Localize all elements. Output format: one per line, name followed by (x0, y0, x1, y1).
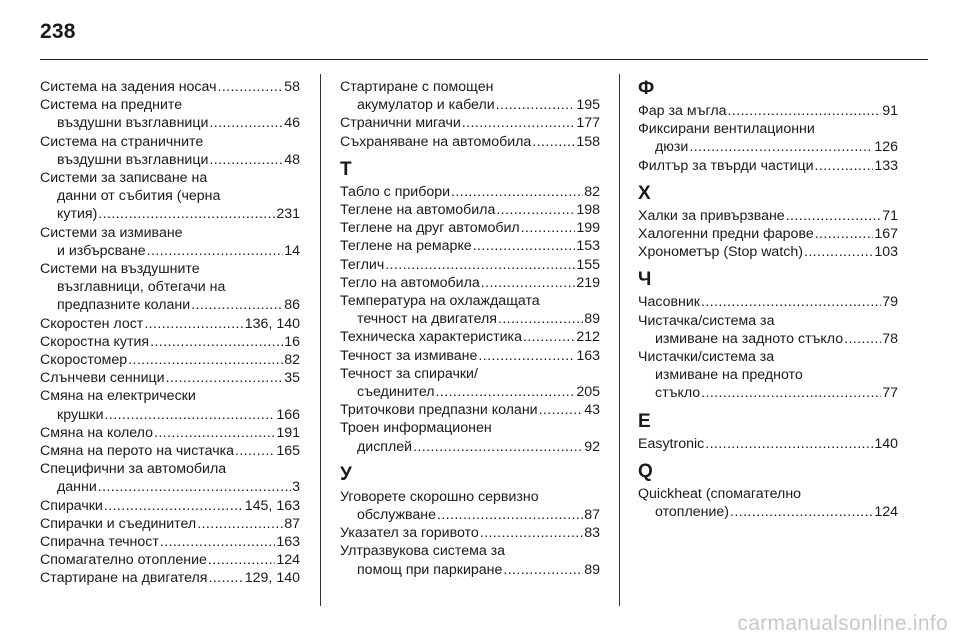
dot-leader (144, 315, 243, 333)
section-letter: У (340, 463, 352, 485)
index-term: стъкло (655, 385, 701, 402)
index-term: Фиксирани вентилационни (638, 121, 815, 138)
dot-leader (815, 225, 874, 243)
page-reference: 124 (874, 504, 898, 521)
index-entry-line (340, 365, 600, 383)
index-entry (40, 569, 300, 587)
index-entry-line (638, 485, 898, 503)
dot-leader (689, 138, 873, 156)
index-term: Скоростна кутия (40, 333, 150, 350)
index-entry-line (40, 278, 300, 296)
index-entry (40, 96, 300, 132)
index-term: Техническа характеристика (340, 329, 522, 346)
index-entry (340, 133, 600, 151)
index-entry-line (638, 435, 898, 453)
index-term: Течност за измиване (340, 347, 478, 364)
index-term: обслужване (357, 507, 436, 524)
dot-leader (503, 561, 583, 579)
index-term: Теглич (340, 256, 385, 273)
dot-leader (521, 219, 576, 237)
index-entry (40, 515, 300, 533)
index-term: измиване на задното стъкло (655, 330, 844, 347)
index-entry (40, 387, 300, 423)
index-term: Халогенни предни фарове (638, 226, 814, 243)
index-entry (40, 133, 300, 169)
index-entry (638, 120, 898, 156)
dot-leader (481, 274, 576, 292)
index-entry (340, 401, 600, 419)
header-rule (40, 59, 928, 60)
page-reference: 212 (576, 329, 600, 346)
index-term: Система на предните (40, 97, 183, 114)
page-reference: 82 (284, 352, 300, 369)
index-entry-line (340, 201, 600, 219)
index-entry (340, 488, 600, 524)
index-entry (340, 183, 600, 201)
dot-leader (413, 438, 583, 456)
index-entry (340, 114, 600, 132)
index-entry-line (340, 561, 600, 579)
index-entry (638, 435, 898, 453)
index-term: Теглене на друг автомобил (340, 220, 520, 237)
dot-leader (844, 330, 881, 348)
index-entry-line (40, 460, 300, 478)
index-entry-line (40, 205, 300, 223)
page-reference: 14 (284, 242, 300, 259)
index-entry-line (638, 348, 898, 366)
index-term: крушки (57, 406, 104, 423)
page-reference: 43 (584, 402, 600, 419)
index-term: Системи на въздушните (40, 261, 200, 278)
index-entry-line (340, 310, 600, 328)
index-term: акумулатор и кабели (357, 97, 495, 114)
index-entry-line (340, 274, 600, 292)
index-term: Троен информационен (340, 420, 492, 437)
index-entry-line (638, 330, 898, 348)
page-reference: 140 (874, 435, 898, 452)
page-reference: 199 (576, 220, 600, 237)
index-term: Спомагателно отопление (40, 552, 207, 569)
index-entry (40, 224, 300, 260)
index-entry-line (638, 312, 898, 330)
page-reference: 155 (576, 256, 600, 273)
index-term: Система на задения носач (40, 79, 217, 95)
index-term: Филтър за твърди частици (638, 157, 814, 174)
dot-leader (532, 133, 575, 151)
index-entry-line (340, 524, 600, 542)
dot-leader (815, 157, 874, 175)
index-entry-line (340, 292, 600, 310)
dot-leader (473, 237, 576, 255)
index-entry (40, 497, 300, 515)
index-entry-line (40, 406, 300, 424)
index-entry-line (340, 506, 600, 524)
index-term: Спирачки и съединител (40, 515, 197, 532)
index-entry (340, 328, 600, 346)
section-letter: Ч (638, 269, 652, 291)
index-entry-line (340, 256, 600, 274)
index-entry-line (340, 383, 600, 401)
index-entry (340, 78, 600, 114)
page-reference: 71 (882, 207, 898, 224)
page-reference: 198 (576, 202, 600, 219)
index-term: течност на двигателя (357, 311, 497, 328)
index-entry (340, 347, 600, 365)
section-letter: Ф (638, 78, 655, 99)
index-entry (40, 315, 300, 333)
page-reference: 177 (576, 115, 600, 132)
dot-leader (98, 478, 291, 496)
index-entry-line (40, 515, 300, 533)
index-term: Системи за записване на (40, 170, 208, 187)
page-reference: 133 (874, 157, 898, 174)
index-term: Съхраняване на автомобила (340, 133, 532, 150)
index-entry-line (638, 293, 898, 311)
index-term: предпазните колани (57, 297, 191, 314)
page-reference: 124 (276, 552, 300, 569)
dot-leader (209, 569, 244, 587)
index-entry (638, 293, 898, 311)
index-term: Стартиране с помощен (340, 79, 494, 95)
index-entry-line (40, 497, 300, 515)
dot-leader (436, 383, 576, 401)
index-entry (40, 551, 300, 569)
index-entry (638, 243, 898, 261)
index-term: Хронометър (Stop watch) (638, 244, 803, 261)
index-entry (340, 292, 600, 328)
dot-leader (701, 293, 881, 311)
index-entry-line (340, 78, 600, 96)
index-entry (40, 460, 300, 496)
index-term: Уговорете скорошно сервизно (340, 488, 539, 505)
index-term: Триточкови предпазни колани (340, 402, 538, 419)
index-term: Указател за горивото (340, 525, 479, 542)
index-term: Странични мигачи (340, 115, 461, 132)
index-entry-line (40, 551, 300, 569)
index-entry (340, 524, 600, 542)
index-entry (638, 312, 898, 348)
index-column-2 (340, 78, 600, 579)
page-reference: 87 (584, 507, 600, 524)
dot-leader (147, 242, 284, 260)
column-divider (320, 74, 321, 606)
page-reference: 35 (284, 370, 300, 387)
page-reference: 136, 140 (244, 315, 300, 332)
page-reference: 231 (276, 206, 300, 223)
index-entry (40, 424, 300, 442)
index-entry-line (340, 183, 600, 201)
index-term: Стартиране на двигателя (40, 570, 208, 587)
index-term: Часовник (638, 294, 700, 311)
index-entry-line (40, 387, 300, 405)
index-term: въздушни възглавници (57, 115, 209, 132)
dot-leader (478, 347, 575, 365)
index-entry-line (40, 315, 300, 333)
index-entry-line (40, 351, 300, 369)
section-letter: Х (638, 182, 651, 204)
index-entry (340, 219, 600, 237)
index-term: Ултразвукова система за (340, 543, 506, 560)
dot-leader (728, 102, 882, 120)
index-entry (340, 201, 600, 219)
page-reference: 48 (284, 151, 300, 168)
page-reference: 89 (584, 561, 600, 578)
dot-leader (98, 205, 275, 223)
dot-leader (105, 406, 276, 424)
page-reference: 153 (576, 238, 600, 255)
index-entry-line (638, 157, 898, 175)
page-reference: 166 (276, 406, 300, 423)
index-entry-line (340, 401, 600, 419)
index-term: Теглене на автомобила (340, 202, 496, 219)
index-entry (40, 260, 300, 315)
index-entry-line (638, 102, 898, 120)
index-term: Халки за привързване (638, 207, 785, 224)
index-term: възглавници, обтегачи на (57, 279, 226, 296)
index-entry-line (40, 442, 300, 460)
page-reference: 163 (576, 347, 600, 364)
dot-leader (705, 435, 873, 453)
index-term: Смяна на електрически (40, 388, 196, 405)
index-entry-line (40, 296, 300, 314)
index-term: кутия) (57, 206, 98, 223)
index-term: Системи за измиване (40, 224, 183, 241)
index-entry-line (40, 369, 300, 387)
index-entry-line (40, 533, 300, 551)
index-entry (638, 102, 898, 120)
index-term: Температура на охлаждащата (340, 293, 540, 310)
index-entry (40, 442, 300, 460)
dot-leader (166, 369, 284, 387)
index-column-1 (40, 78, 300, 588)
index-entry (638, 225, 898, 243)
index-term: Слънчеви сенници (40, 370, 165, 387)
dot-leader (150, 333, 283, 351)
index-entry-line (638, 243, 898, 261)
index-entry (40, 78, 300, 96)
index-entry-line (340, 419, 600, 437)
dot-leader (209, 114, 283, 132)
index-entry (340, 256, 600, 274)
index-entry-line (638, 120, 898, 138)
index-term: отопление) (655, 504, 730, 521)
index-term: Специфични за автомобила (40, 461, 227, 478)
index-entry-line (340, 542, 600, 560)
dot-leader (451, 183, 583, 201)
index-entry (638, 207, 898, 225)
page-reference: 191 (276, 424, 300, 441)
index-term: Течност за спирачки/ (340, 365, 478, 382)
index-entry-line (40, 169, 300, 187)
dot-leader (523, 328, 575, 346)
index-entry-line (340, 237, 600, 255)
index-term: данни (57, 479, 97, 496)
dot-leader (498, 310, 583, 328)
page-reference: 167 (874, 226, 898, 243)
section-letter: Т (340, 158, 352, 180)
dot-leader (804, 243, 873, 261)
page-reference: 3 (292, 479, 300, 496)
dot-leader (217, 78, 283, 96)
index-entry-line (40, 187, 300, 205)
dot-leader (496, 201, 575, 219)
section-letter: Q (638, 460, 653, 482)
index-term: Тегло на автомобила (340, 274, 480, 291)
dot-leader (160, 533, 275, 551)
index-entry (638, 157, 898, 175)
index-term: Скоростен лост (40, 315, 144, 332)
index-entry-line (340, 438, 600, 456)
index-entry (40, 169, 300, 224)
dot-leader (496, 96, 576, 114)
dot-leader (104, 497, 244, 515)
index-term: данни от събития (черна (57, 188, 221, 205)
page-reference: 91 (882, 103, 898, 119)
page-reference: 145, 163 (244, 497, 300, 514)
dot-leader (197, 515, 283, 533)
watermark: carmanualsonline.info (737, 612, 948, 635)
index-entry-line (340, 114, 600, 132)
dot-leader (385, 256, 575, 274)
index-entry-line (340, 347, 600, 365)
index-entry (638, 348, 898, 403)
index-entry-line (638, 503, 898, 521)
index-column-3 (638, 78, 898, 521)
index-entry-line (638, 366, 898, 384)
page-reference: 78 (882, 330, 898, 347)
page-reference: 46 (284, 115, 300, 132)
dot-leader (209, 151, 283, 169)
dot-leader (462, 114, 576, 132)
index-term: Спирачна течност (40, 534, 159, 551)
index-entry-line (340, 219, 600, 237)
page-reference: 103 (874, 244, 898, 261)
page-reference: 158 (576, 133, 600, 150)
page-reference: 83 (584, 525, 600, 542)
page-reference: 58 (284, 79, 300, 95)
index-term: Скоростомер (40, 352, 128, 369)
index-entry (340, 419, 600, 455)
dot-leader (730, 503, 873, 521)
index-term: помощ при паркиране (357, 561, 503, 578)
index-term: Система на страничните (40, 133, 204, 150)
dot-leader (191, 296, 283, 314)
index-entry-line (40, 114, 300, 132)
index-entry (40, 369, 300, 387)
index-term: Смяна на колело (40, 424, 153, 441)
index-entry-line (40, 478, 300, 496)
index-term: съединител (357, 384, 435, 401)
page-number: 238 (40, 20, 76, 43)
index-term: и избърсване (57, 242, 146, 259)
index-term: Спирачки (40, 497, 103, 514)
index-entry (638, 485, 898, 521)
page-reference: 79 (882, 294, 898, 311)
page-reference: 82 (584, 183, 600, 200)
dot-leader (128, 351, 283, 369)
index-term: Чистачки/система за (638, 349, 775, 366)
index-term: измиване на предното (655, 367, 803, 384)
page-reference: 219 (576, 274, 600, 291)
index-term: Смяна на перото на чистачка (40, 443, 235, 460)
page-reference: 16 (284, 333, 300, 350)
page-reference: 163 (276, 534, 300, 551)
page-reference: 165 (276, 443, 300, 460)
index-entry-line (40, 569, 300, 587)
page-reference: 205 (576, 384, 600, 401)
index-term: Табло с прибори (340, 183, 451, 200)
dot-leader (208, 551, 275, 569)
index-entry-line (40, 133, 300, 151)
dot-leader (235, 442, 275, 460)
index-entry-line (40, 260, 300, 278)
section-letter: E (638, 410, 651, 432)
index-entry-line (638, 384, 898, 402)
index-entry-line (340, 96, 600, 114)
index-term: въздушни възглавници (57, 151, 209, 168)
dot-leader (154, 424, 275, 442)
page-reference: 77 (882, 385, 898, 402)
index-entry-line (40, 78, 300, 96)
index-entry (340, 274, 600, 292)
index-entry-line (40, 424, 300, 442)
index-entry (340, 542, 600, 578)
index-term: дисплей (357, 438, 413, 455)
index-entry-line (40, 242, 300, 260)
index-entry-line (340, 133, 600, 151)
dot-leader (701, 384, 881, 402)
page-reference: 92 (584, 438, 600, 455)
index-entry-line (340, 488, 600, 506)
index-term: Фар за мъгла (638, 103, 727, 119)
dot-leader (480, 524, 583, 542)
page-reference: 129, 140 (244, 570, 300, 587)
dot-leader (539, 401, 584, 419)
index-term: Чистачка/система за (638, 312, 775, 329)
index-term: Easytronic (638, 435, 705, 452)
dot-leader (786, 207, 882, 225)
index-entry-line (340, 328, 600, 346)
index-term: дюзи (655, 139, 689, 156)
page-reference: 89 (584, 311, 600, 328)
page-reference: 87 (284, 515, 300, 532)
index-term: Теглене на ремарке (340, 238, 472, 255)
column-divider (619, 74, 620, 606)
index-entry (40, 333, 300, 351)
page-reference: 86 (284, 297, 300, 314)
index-entry-line (40, 96, 300, 114)
index-entry-line (40, 333, 300, 351)
page-reference: 126 (874, 139, 898, 156)
index-entry-line (638, 207, 898, 225)
index-entry-line (638, 138, 898, 156)
index-entry-line (40, 224, 300, 242)
index-entry (340, 237, 600, 255)
index-term: Quickheat (спомагателно (638, 485, 802, 502)
index-entry-line (638, 225, 898, 243)
index-entry-line (40, 151, 300, 169)
index-entry (40, 533, 300, 551)
dot-leader (437, 506, 583, 524)
index-entry (340, 365, 600, 401)
index-entry (40, 351, 300, 369)
page-reference: 195 (576, 97, 600, 114)
